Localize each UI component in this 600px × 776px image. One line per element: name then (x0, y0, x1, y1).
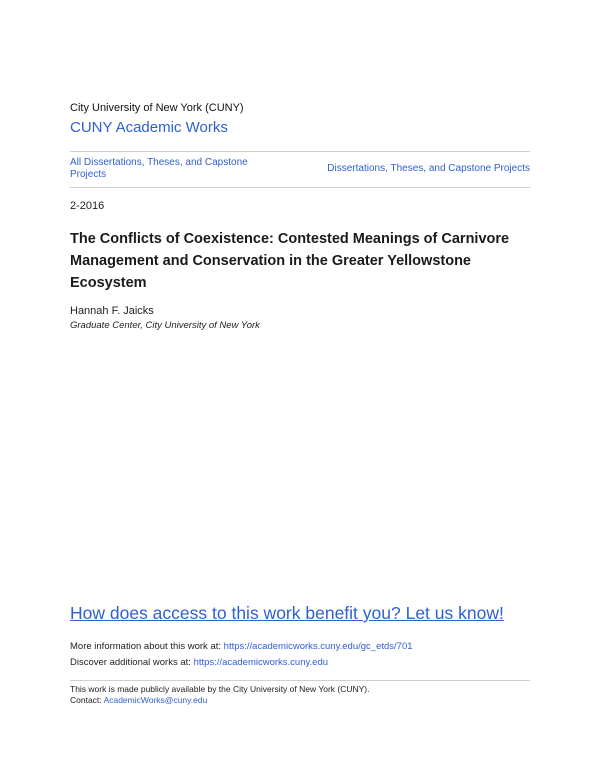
contact-email-link[interactable]: AcademicWorks@cuny.edu (103, 695, 208, 705)
divider-top (70, 151, 530, 152)
more-info-line (70, 641, 413, 652)
feedback-link[interactable]: How does access to this work benefit you? Let us know! (70, 603, 504, 623)
author-name: Hannah F. Jaicks (70, 305, 154, 317)
more-info-label: More information about this work at: (70, 641, 224, 652)
repository-link[interactable]: CUNY Academic Works (70, 119, 228, 136)
contact-label: Contact: (70, 695, 104, 705)
institution-name: City University of New York (CUNY) (70, 102, 244, 114)
divider-breadcrumb (70, 187, 530, 188)
discover-line (70, 657, 328, 668)
discover-link[interactable]: https://academicworks.cuny.edu (193, 657, 329, 668)
breadcrumb-all-dissertations[interactable]: All Dissertations, Theses, and Capstone Projects (70, 157, 248, 180)
divider-footer (70, 680, 530, 681)
author-affiliation: Graduate Center, City University of New York (70, 320, 260, 331)
availability-notice: This work is made publicly available by the City University of New York (CUNY). (70, 684, 370, 694)
discover-label: Discover additional works at: (70, 657, 194, 668)
publication-date: 2-2016 (70, 200, 105, 212)
document-title: The Conflicts of Coexistence: Contested Meanings of Carnivore Management and Conservation in the Greater Yellowstone Ecosystem (70, 231, 510, 291)
contact-line (70, 695, 207, 705)
breadcrumb-dissertations[interactable]: Dissertations, Theses, and Capstone Projects (327, 163, 530, 174)
more-info-link[interactable]: https://academicworks.cuny.edu/gc_etds/701 (223, 641, 413, 652)
